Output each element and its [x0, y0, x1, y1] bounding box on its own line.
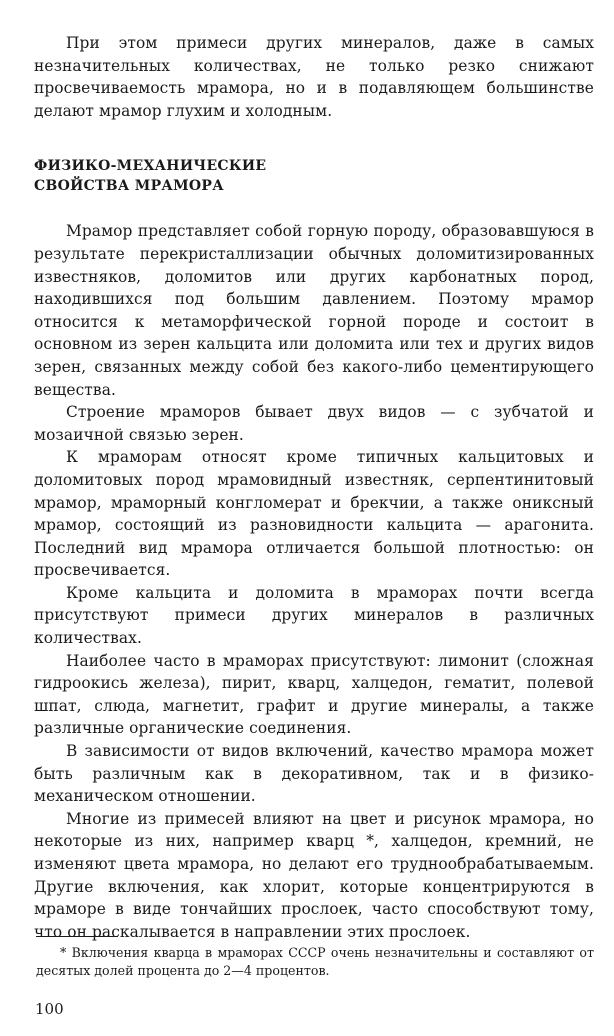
intro-paragraph: При этом примеси других минералов, даже в самых незначительных количествах, не только резко снижают просвечиваемость мрамора, но и в подавляющем большинстве делают мрамор глухим и холодным. [34, 34, 594, 120]
section-heading [34, 156, 594, 196]
footnote: * Включения кварца в мраморах СССР очень незначительны и составляют от десятых долей процента до 2—4 процентов. [36, 945, 594, 978]
section-heading-line-2: СВОЙСТВА МРАМОРА [34, 178, 224, 195]
paragraph-7: Многие из примесей влияют на цвет и рисунок мрамора, но некоторые из них, например кварц *, халцедон, кремний, не изменяют цвета мрамора, но делают его труднообрабатываемым. Другие включения, как хлорит, которые концентрируются в мраморе в виде тончайших прослоек, часто способствуют тому, что он раскалывается в направлении этих прослоек. [34, 809, 594, 941]
paragraph-1: Мрамор представляет собой горную породу, образовавшуюся в результате перекристаллизации обычных доломитизированных известняков, доломитов или других карбонатных пород, находившихся под большим давлением. Поэтому мрамор относится к метаморфической горной породе и состоит в основном из зерен кальцита или доломита или тех и других видов зерен, связанных между собой без какого-либо цементирующего вещества. [34, 222, 594, 399]
paragraph-4: Кроме кальцита и доломита в мраморах почти всегда присутствуют примеси других минералов в различных количествах. [34, 583, 594, 648]
footnote-divider [36, 936, 118, 937]
paragraph-6: В зависимости от видов включений, качество мрамора может быть различным как в декоративном, так и в физико-механическом отношении. [34, 742, 594, 806]
section-heading-line-1: ФИЗИКО-МЕХАНИЧЕСКИЕ [34, 158, 267, 175]
paragraph-2: Строение мраморов бывает двух видов — с зубчатой и мозаичной связью зерен. [34, 403, 594, 444]
page-number: 100 [35, 1000, 64, 1018]
paragraph-3: К мраморам относят кроме типичных кальцитовых и доломитовых пород мрамовидный известняк, серпентинитовый мрамор, мраморный конгломерат и брекчии, а также ониксный мрамор, состоящий из разновидности кальцита — арагонита. Последний вид мрамора отличается большой плотностью: он просвечивается. [34, 448, 594, 580]
paragraph-5: Наиболее часто в мраморах присутствуют: лимонит (сложная гидроокись железа), пирит, кварц, халцедон, гематит, полевой шпат, слюда, магнетит, графит и другие минералы, а также различные органические соединения. [34, 651, 594, 738]
page-content [34, 32, 594, 943]
